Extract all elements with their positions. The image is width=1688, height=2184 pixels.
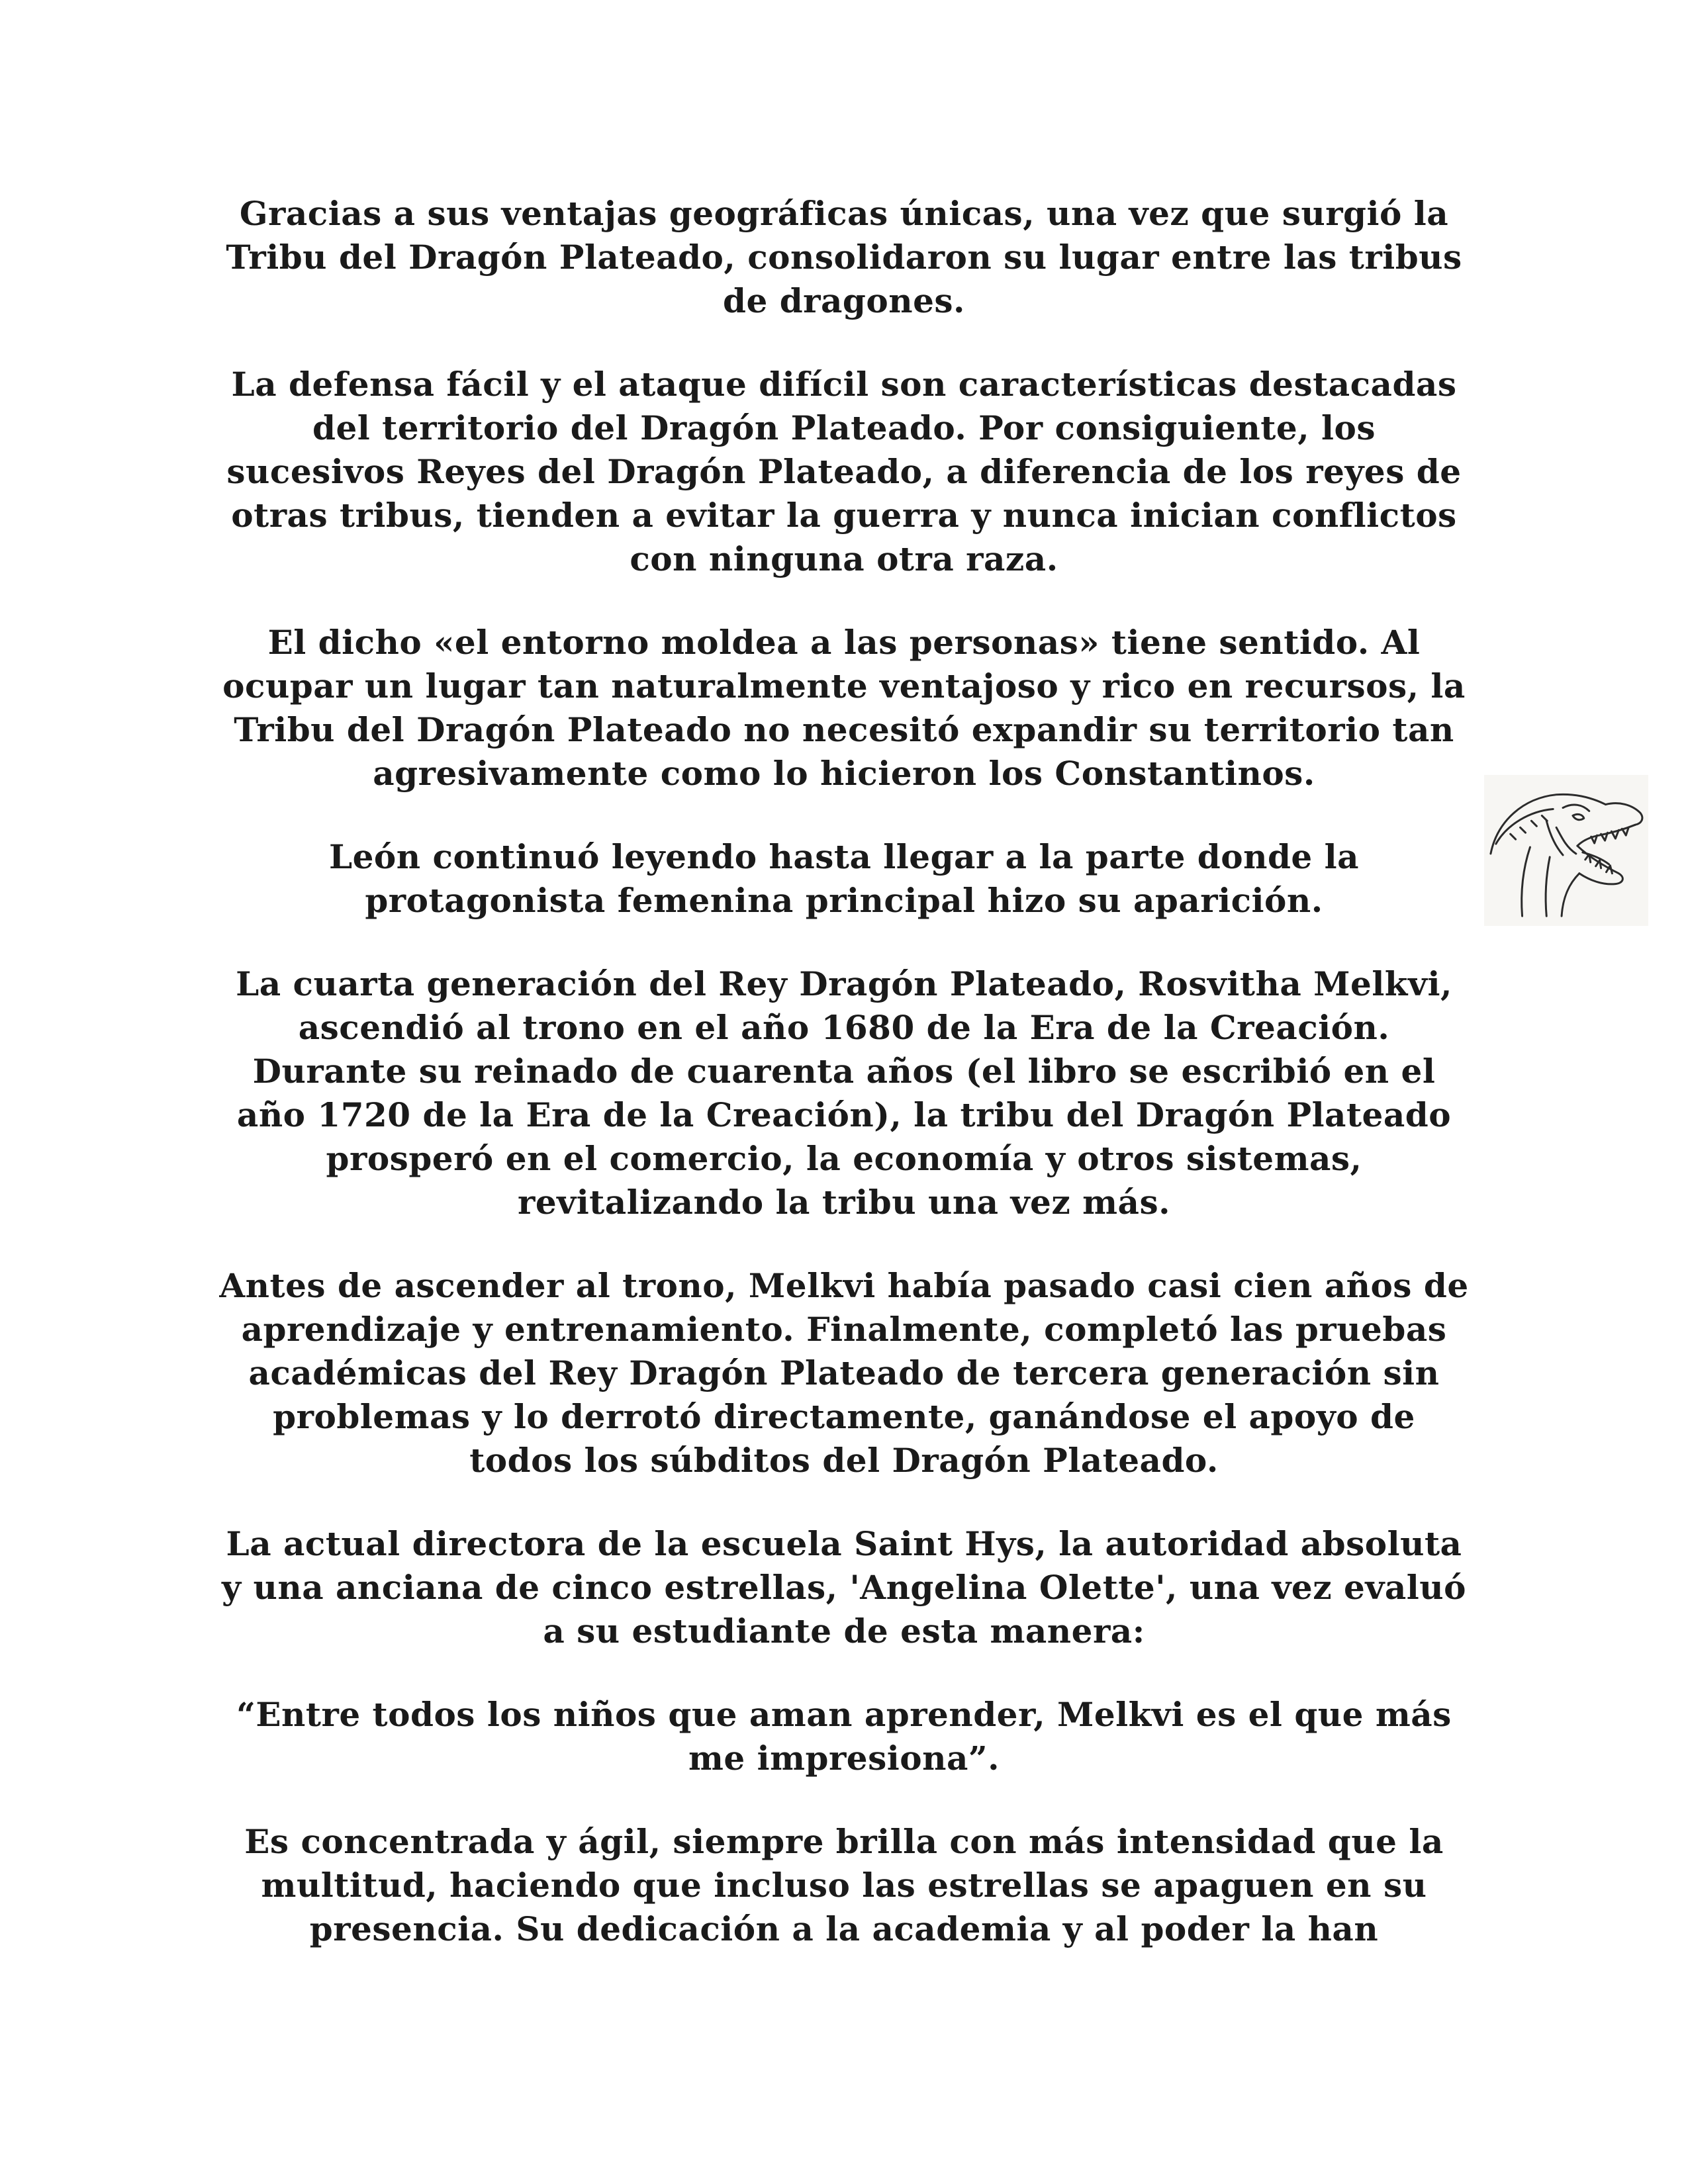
paragraph: El dicho «el entorno moldea a las personas» tiene sentido. Al ocupar un lugar tan naturalmente ventajoso y rico en recursos, la Tribu del Dragón Plateado no necesitó expandir su territorio tan agresivamente como lo hicieron los Constantinos. [222,623,1466,793]
paragraph: Es concentrada y ágil, siempre brilla con más intensidad que la multitud, haciendo que incluso las estrellas se apaguen en su presencia. Su dedicación a la academia y al poder la han [244,1822,1444,1948]
paragraph: La defensa fácil y el ataque difícil son características destacadas del territorio del Dragón Plateado. Por consiguiente, los sucesivos Reyes del Dragón Plateado, a diferencia de los reyes de otras tribus, tienden a evitar la guerra y nunca inician conflictos con ninguna otra raza. [226,365,1462,578]
paragraph: Gracias a sus ventajas geográficas únicas, una vez que surgió la Tribu del Dragón Plateado, consolidaron su lugar entre las tribus de dragones. [226,194,1462,320]
paragraph: La actual directora de la escuela Saint Hys, la autoridad absoluta y una anciana de cinco estrellas, 'Angelina Olette', una vez evaluó a su estudiante de esta manera: [222,1524,1466,1651]
paragraph: La cuarta generación del Rey Dragón Plateado, Rosvitha Melkvi, ascendió al trono en el año 1680 de la Era de la Creación. Durante su reinado de cuarenta años (el libro se escribió en el año 1720 de la Era de la Creación), la tribu del Dragón Plateado prosperó en el comercio, la economía y otros sistemas, revitalizando la tribu una vez más. [236,964,1452,1222]
document-body [218,192,1470,1991]
paragraph: León continuó leyendo hasta llegar a la parte donde la protagonista femenina principal hizo su aparición. [328,837,1360,920]
dragon-head-sketch-icon [1484,774,1648,927]
paragraph: “Entre todos los niños que aman aprender, Melkvi es el que más me impresiona”. [236,1695,1452,1778]
paragraph: Antes de ascender al trono, Melkvi había pasado casi cien años de aprendizaje y entrenamiento. Finalmente, completó las pruebas académicas del Rey Dragón Plateado de tercera generación sin problemas y lo derrotó directamente, ganándose el apoyo de todos los súbditos del Dragón Plateado. [219,1266,1469,1480]
